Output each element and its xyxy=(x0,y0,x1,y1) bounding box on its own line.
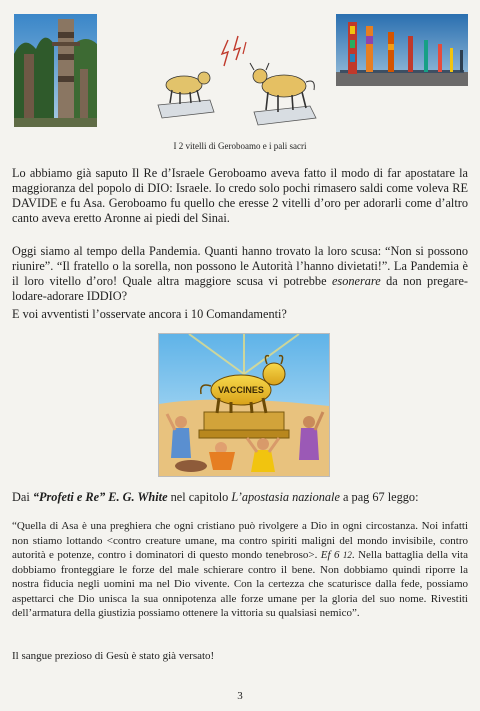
reference-chapter: L’apostasia nazionale xyxy=(231,490,340,504)
paragraph-pandemia xyxy=(12,244,468,304)
page-number: 3 xyxy=(237,690,243,702)
paragraph-comandamenti xyxy=(12,307,468,322)
paragraph-pandemia-text: Oggi siamo al tempo della Pandemia. Quanti hanno trovato la loro scusa: “Non si possono riunire”. “Il fratello o la sorella, non possono le Autorità l’hanno divietati!”. La Pandemia è il loro vitello d’oro! Quale altra maggiore scusa vi potrebbe xyxy=(12,244,468,288)
image-caption: I 2 vitelli di Geroboamo e i pali sacri xyxy=(173,141,307,151)
reference-middle: nel capitolo xyxy=(167,490,232,504)
reference-prefix: Dai xyxy=(12,490,33,504)
quote-ref2: 12 xyxy=(342,550,352,560)
paragraph-comandamenti-text: E voi avventisti l’osservate ancora i 10 Comandamenti? xyxy=(12,307,287,321)
paragraph-pandemia-emphasis: esonerare xyxy=(331,274,381,288)
vaccines-label: VACCINES xyxy=(218,385,264,395)
closing-line xyxy=(12,649,468,664)
closing-text: Il sangue prezioso di Gesù è stato già versato! xyxy=(12,650,215,662)
totem-poles-image xyxy=(14,14,97,127)
reference-book: “Profeti e Re” E. G. White xyxy=(32,490,168,504)
prayer-flags-image xyxy=(336,14,468,86)
paragraph-geroboamo-text: Lo abbiamo già saputo Il Re d’Israele Geroboamo aveva fatto il modo di far apostatare la maggioranza del popolo di DIO: Israele. Io credo solo pochi rimasero saldi come voleva RE DAVIDE e fu Asa. Geroboamo fu quello che eresse 2 vitelli d’oro per adorarli come d’altro canto aveva eretto Aronne ai piedi del Sinai. xyxy=(12,166,468,225)
vaccines-calf-illustration xyxy=(158,333,330,477)
golden-calves-drawing xyxy=(150,30,330,138)
quote-part1: “Quella di Asa è una preghiera che ogni cristiano può rivolgere a Dio in ogni circostanza. Noi infatti non stiamo lottando <contro creature umane, ma contro spiriti maligni del mondo invisibile, contro autorità e potenze, contro i dominatori di questo mondo tenebroso>. xyxy=(12,520,468,561)
paragraph-pandemia-tail: da non pregare-lodare-adorare IDDIO? xyxy=(12,274,469,303)
reference-line xyxy=(12,490,468,505)
quote-ref: Ef 6 xyxy=(320,549,340,561)
reference-suffix: a pag 67 leggo: xyxy=(339,490,419,504)
quote-paragraph xyxy=(12,519,468,621)
paragraph-geroboamo xyxy=(12,166,468,226)
quote-part2: . Nella battaglia della vita dobbiamo fronteggiare le forze del male schierare contro il bene. Non dobbiamo quindi riporre la nostra fiducia negli uomini ma nel Dio vivente. Con la certezza che scaturisce dalla fede, possiamo aspettarci che Dio unisca la sua onnipotenza alle forze umane per la gloria del suo nome. Rivestiti dell’armatura della giustizia possiamo ottenere la vittoria su qualsiasi nemico”. xyxy=(12,549,468,619)
